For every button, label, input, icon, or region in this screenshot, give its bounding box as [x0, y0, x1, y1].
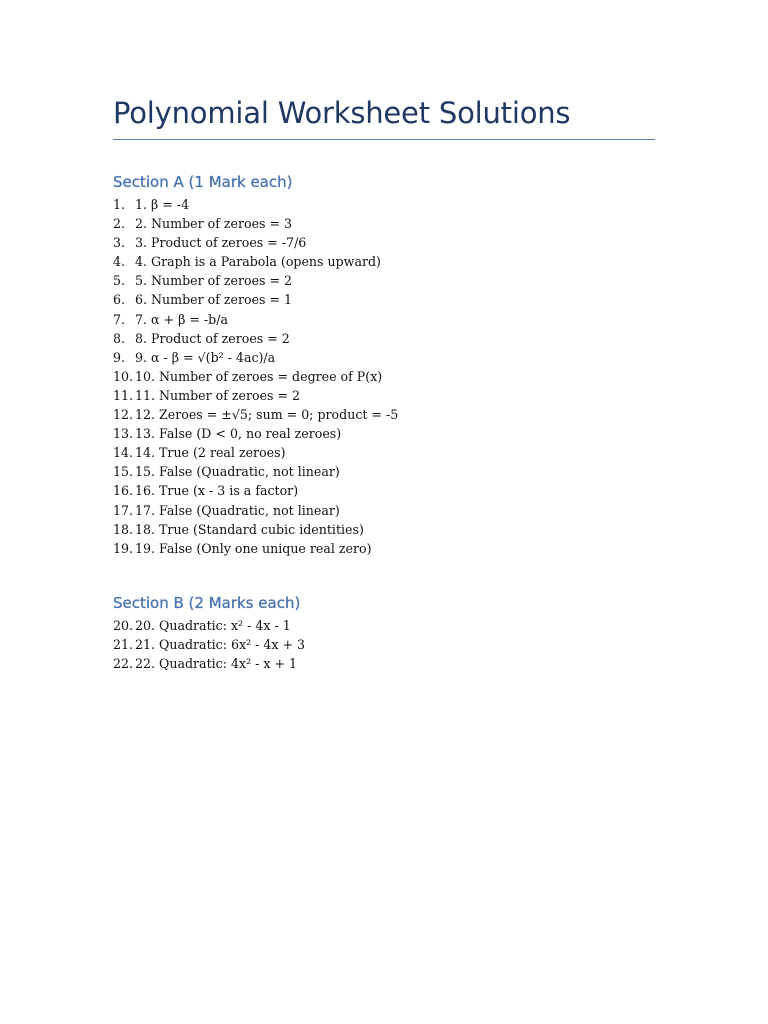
section-a-heading: Section A (1 Mark each) — [113, 173, 293, 191]
list-item — [113, 233, 655, 252]
item-text: 16. True (x - 3 is a factor) — [135, 483, 299, 499]
list-item — [113, 367, 655, 386]
item-number: 15. — [113, 464, 134, 480]
item-number: 18. — [113, 521, 134, 537]
list-item — [113, 252, 655, 271]
page-title: Polynomial Worksheet Solutions — [113, 96, 571, 130]
section-a-list — [113, 195, 655, 558]
item-number: 19. — [113, 540, 134, 556]
item-text: 4. Graph is a Parabola (opens upward) — [135, 254, 381, 270]
item-text: 18. True (Standard cubic identities) — [135, 521, 364, 537]
item-text: 9. α - β = √(b² - 4ac)/a — [135, 349, 276, 365]
list-item — [113, 654, 655, 673]
list-item — [113, 290, 655, 309]
list-item — [113, 195, 655, 214]
list-item — [113, 443, 655, 462]
item-number: 13. — [113, 426, 134, 442]
title-divider — [113, 139, 655, 140]
section-b-list — [113, 616, 655, 673]
list-item — [113, 310, 655, 329]
list-item — [113, 348, 655, 367]
list-item — [113, 386, 655, 405]
item-text: 19. False (Only one unique real zero) — [135, 540, 372, 556]
item-number: 11. — [113, 387, 134, 403]
item-number: 12. — [113, 407, 134, 423]
item-text: 6. Number of zeroes = 1 — [135, 292, 293, 308]
list-item — [113, 424, 655, 443]
item-text: 15. False (Quadratic, not linear) — [135, 464, 340, 480]
item-text: 21. Quadratic: 6x² - 4x + 3 — [135, 637, 306, 653]
item-number: 5. — [113, 273, 126, 289]
item-text: 22. Quadratic: 4x² - x + 1 — [135, 656, 298, 672]
section-b — [113, 592, 655, 673]
item-number: 14. — [113, 445, 134, 461]
item-number: 3. — [113, 235, 126, 251]
item-text: 3. Product of zeroes = -7/6 — [135, 235, 307, 251]
item-text: 12. Zeroes = ±√5; sum = 0; product = -5 — [135, 407, 399, 423]
item-number: 8. — [113, 330, 126, 346]
list-item — [113, 481, 655, 500]
item-number: 22. — [113, 656, 134, 672]
list-item — [113, 271, 655, 290]
item-number: 1. — [113, 197, 126, 212]
list-item — [113, 405, 655, 424]
item-number: 2. — [113, 216, 126, 232]
item-number: 16. — [113, 483, 134, 499]
list-item — [113, 501, 655, 520]
item-number: 6. — [113, 292, 126, 308]
item-text: 17. False (Quadratic, not linear) — [135, 502, 340, 518]
list-item — [113, 214, 655, 233]
list-item — [113, 635, 655, 654]
section-a — [113, 171, 655, 558]
item-text: 1. β = -4 — [135, 197, 190, 212]
list-item — [113, 329, 655, 348]
item-text: 14. True (2 real zeroes) — [135, 445, 286, 461]
item-number: 20. — [113, 618, 134, 633]
item-text: 13. False (D < 0, no real zeroes) — [135, 426, 342, 442]
item-text: 10. Number of zeroes = degree of P(x) — [135, 368, 383, 384]
list-item — [113, 539, 655, 558]
item-number: 21. — [113, 637, 134, 653]
item-text: 20. Quadratic: x² - 4x - 1 — [135, 618, 291, 633]
item-text: 11. Number of zeroes = 2 — [135, 387, 301, 403]
item-number: 7. — [113, 311, 126, 327]
item-text: 2. Number of zeroes = 3 — [135, 216, 293, 232]
item-text: 5. Number of zeroes = 2 — [135, 273, 293, 289]
list-item — [113, 520, 655, 539]
section-b-heading: Section B (2 Marks each) — [113, 594, 301, 612]
item-text: 8. Product of zeroes = 2 — [135, 330, 290, 346]
item-number: 17. — [113, 502, 134, 518]
item-text: 7. α + β = -b/a — [135, 311, 228, 327]
list-item — [113, 616, 655, 635]
list-item — [113, 462, 655, 481]
item-number: 10. — [113, 368, 134, 384]
item-number: 4. — [113, 254, 126, 270]
item-number: 9. — [113, 349, 126, 365]
